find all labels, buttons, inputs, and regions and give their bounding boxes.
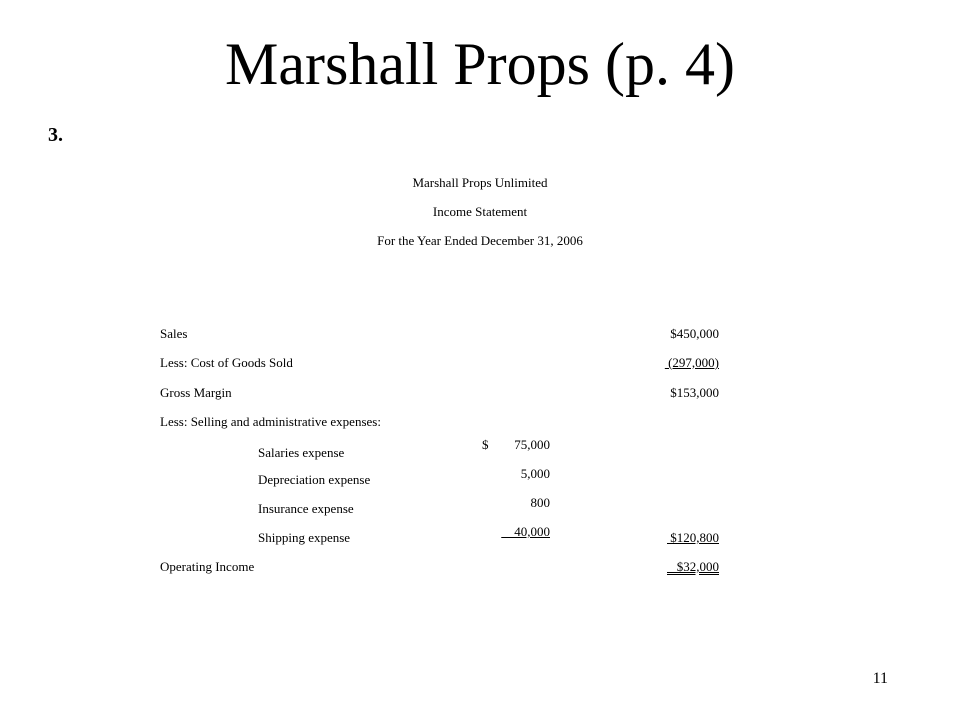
statement-period: For the Year Ended December 31, 2006 [377,233,583,248]
depreciation-label: Depreciation expense [258,472,371,487]
cogs-amount: (297,000) [664,355,719,370]
company-name: Marshall Props Unlimited [412,175,548,190]
shipping-amount: 40,000 [501,524,550,539]
sales-label: Sales [160,326,188,341]
slide-title: Marshall Props (p. 4) [225,31,735,97]
slide-number: 11 [872,670,888,687]
cogs-label: Less: Cost of Goods Sold [160,355,293,370]
salaries-dollar-sign: $ [482,437,489,452]
salaries-amount: 75,000 [514,437,550,452]
insurance-amount: 800 [530,495,550,510]
shipping-label: Shipping expense [258,530,351,545]
gross-margin-label: Gross Margin [160,385,232,400]
operating-income-amount: $32,000 [667,559,719,574]
depreciation-amount: 5,000 [520,466,550,481]
salaries-label: Salaries expense [258,445,345,460]
expenses-label: Less: Selling and administrative expenses: [160,414,381,429]
total-expenses-amount: $120,800 [667,530,719,545]
sales-amount: $450,000 [670,326,719,341]
operating-income-label: Operating Income [160,559,255,574]
gross-margin-amount: $153,000 [670,385,719,400]
statement-name: Income Statement [432,204,528,219]
insurance-label: Insurance expense [258,501,354,516]
problem-number: 3. [48,124,63,146]
